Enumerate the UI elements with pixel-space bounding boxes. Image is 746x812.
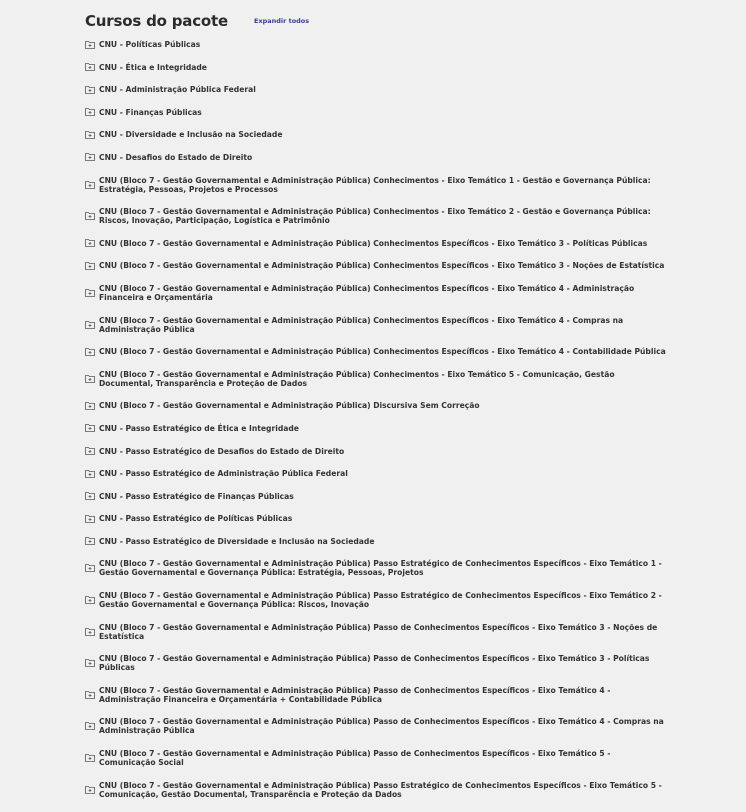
- course-item[interactable]: [85, 347, 685, 356]
- folder-plus-icon: [85, 691, 95, 699]
- folder-plus-icon: [85, 262, 95, 270]
- course-list: [85, 40, 685, 799]
- course-item[interactable]: [85, 153, 685, 162]
- folder-plus-icon: [85, 348, 95, 356]
- folder-plus-icon: [85, 239, 95, 247]
- course-item[interactable]: [85, 85, 685, 94]
- folder-plus-icon: [85, 41, 95, 49]
- course-title: CNU (Bloco 7 - Gestão Governamental e Administração Pública) Passo de Conhecimentos Específicos - Eixo Temático 4 - Administração Financeira e Orçamentária + Contabilidade Pública: [99, 685, 611, 704]
- folder-plus-icon: [85, 321, 95, 329]
- folder-plus-icon: [85, 515, 95, 523]
- course-title: CNU - Passo Estratégico de Administração Pública Federal: [99, 469, 348, 479]
- course-title: CNU (Bloco 7 - Gestão Governamental e Administração Pública) Passo de Conhecimentos Específicos - Eixo Temático 3 - Políticas Públicas: [99, 654, 650, 673]
- folder-plus-icon: [85, 537, 95, 545]
- course-item[interactable]: [85, 447, 685, 456]
- course-title: CNU (Bloco 7 - Gestão Governamental e Administração Pública) Conhecimentos - Eixo Temático 2 - Gestão e Governança Pública: Riscos, Inovação, Participação, Logística e Patrimônio: [99, 207, 651, 226]
- folder-plus-icon: [85, 722, 95, 730]
- folder-plus-icon: [85, 375, 95, 383]
- course-item[interactable]: [85, 469, 685, 478]
- course-title: CNU (Bloco 7 - Gestão Governamental e Administração Pública) Passo de Conhecimentos Específicos - Eixo Temático 4 - Compras na Administração Pública: [99, 717, 664, 736]
- course-item[interactable]: [85, 623, 685, 641]
- course-title: CNU - Passo Estratégico de Ética e Integridade: [99, 423, 299, 433]
- course-title: CNU - Finanças Públicas: [99, 107, 202, 117]
- course-item[interactable]: [85, 717, 685, 735]
- course-item[interactable]: [85, 316, 685, 334]
- course-title: CNU - Administração Pública Federal: [99, 85, 256, 95]
- folder-plus-icon: [85, 212, 95, 220]
- folder-plus-icon: [85, 108, 95, 116]
- folder-plus-icon: [85, 447, 95, 455]
- folder-plus-icon: [85, 289, 95, 297]
- course-title: CNU (Bloco 7 - Gestão Governamental e Administração Pública) Conhecimentos Específicos - Eixo Temático 3 - Noções de Estatística: [99, 261, 665, 271]
- folder-plus-icon: [85, 754, 95, 762]
- course-title: CNU - Passo Estratégico de Desafios do Estado de Direito: [99, 446, 345, 456]
- folder-plus-icon: [85, 153, 95, 161]
- page-title: Cursos do pacote: [85, 12, 228, 30]
- course-title: CNU - Desafios do Estado de Direito: [99, 152, 253, 162]
- course-item[interactable]: [85, 492, 685, 501]
- course-title: CNU (Bloco 7 - Gestão Governamental e Administração Pública) Conhecimentos Específicos - Eixo Temático 4 - Contabilidade Pública: [99, 347, 666, 357]
- folder-plus-icon: [85, 424, 95, 432]
- course-item[interactable]: [85, 781, 685, 799]
- course-item[interactable]: [85, 686, 685, 704]
- course-item[interactable]: [85, 654, 685, 672]
- course-title: CNU (Bloco 7 - Gestão Governamental e Administração Pública) Conhecimentos Específicos - Eixo Temático 4 - Compras na Administração Pública: [99, 315, 624, 334]
- course-item[interactable]: [85, 749, 685, 767]
- course-item[interactable]: [85, 239, 685, 248]
- course-title: CNU (Bloco 7 - Gestão Governamental e Administração Pública) Discursiva Sem Correção: [99, 401, 480, 411]
- course-title: CNU (Bloco 7 - Gestão Governamental e Administração Pública) Passo Estratégico de Conhecimentos Específicos - Eixo Temático 1 - Gestão Governamental e Governança Pública: Estratégia, Pessoas, Projetos: [99, 559, 662, 578]
- course-item[interactable]: [85, 424, 685, 433]
- folder-plus-icon: [85, 86, 95, 94]
- folder-plus-icon: [85, 786, 95, 794]
- course-title: CNU (Bloco 7 - Gestão Governamental e Administração Pública) Conhecimentos Específicos - Eixo Temático 4 - Administração Financeira e Orçamentária: [99, 283, 635, 302]
- course-title: CNU (Bloco 7 - Gestão Governamental e Administração Pública) Passo de Conhecimentos Específicos - Eixo Temático 5 - Comunicação Social: [99, 749, 611, 768]
- course-item[interactable]: [85, 370, 685, 388]
- course-item[interactable]: [85, 40, 685, 49]
- course-title: CNU - Passo Estratégico de Finanças Públicas: [99, 491, 294, 501]
- course-title: CNU - Passo Estratégico de Diversidade e Inclusão na Sociedade: [99, 536, 375, 546]
- course-item[interactable]: [85, 559, 685, 577]
- course-title: CNU - Passo Estratégico de Políticas Públicas: [99, 514, 293, 524]
- folder-plus-icon: [85, 564, 95, 572]
- course-item[interactable]: [85, 108, 685, 117]
- course-title: CNU - Políticas Públicas: [99, 40, 201, 49]
- section-header: [85, 12, 685, 34]
- course-item[interactable]: [85, 63, 685, 72]
- course-item[interactable]: [85, 130, 685, 139]
- folder-plus-icon: [85, 470, 95, 478]
- folder-plus-icon: [85, 131, 95, 139]
- course-package-section: [85, 12, 685, 812]
- folder-plus-icon: [85, 181, 95, 189]
- course-title: CNU (Bloco 7 - Gestão Governamental e Administração Pública) Passo Estratégico de Conhecimentos Específicos - Eixo Temático 5 - Comunicação, Gestão Documental, Transparência e Proteção da Dados: [99, 780, 662, 799]
- course-title: CNU - Ética e Integridade: [99, 62, 207, 72]
- course-item[interactable]: [85, 591, 685, 609]
- course-item[interactable]: [85, 261, 685, 270]
- course-title: CNU (Bloco 7 - Gestão Governamental e Administração Pública) Passo Estratégico de Conhecimentos Específicos - Eixo Temático 2 - Gestão Governamental e Governança Pública: Riscos, Inovação: [99, 591, 662, 610]
- folder-plus-icon: [85, 596, 95, 604]
- folder-plus-icon: [85, 402, 95, 410]
- folder-plus-icon: [85, 628, 95, 636]
- course-title: CNU - Diversidade e Inclusão na Sociedade: [99, 130, 283, 140]
- course-item[interactable]: [85, 176, 685, 194]
- folder-plus-icon: [85, 63, 95, 71]
- course-item[interactable]: [85, 537, 685, 546]
- folder-plus-icon: [85, 492, 95, 500]
- folder-plus-icon: [85, 659, 95, 667]
- course-item[interactable]: [85, 207, 685, 225]
- course-title: CNU (Bloco 7 - Gestão Governamental e Administração Pública) Conhecimentos - Eixo Temático 1 - Gestão e Governança Pública: Estratégia, Pessoas, Projetos e Processos: [99, 175, 651, 194]
- course-item[interactable]: [85, 284, 685, 302]
- course-title: CNU (Bloco 7 - Gestão Governamental e Administração Pública) Conhecimentos Específicos - Eixo Temático 3 - Políticas Públicas: [99, 238, 648, 248]
- course-title: CNU (Bloco 7 - Gestão Governamental e Administração Pública) Passo de Conhecimentos Específicos - Eixo Temático 3 - Noções de Estatística: [99, 622, 658, 641]
- expand-all-link[interactable]: Expandir todos: [253, 17, 310, 25]
- course-item[interactable]: [85, 514, 685, 523]
- course-item[interactable]: [85, 401, 685, 410]
- course-title: CNU (Bloco 7 - Gestão Governamental e Administração Pública) Conhecimentos - Eixo Temático 5 - Comunicação, Gestão Documental, Transparência e Proteção de Dados: [99, 369, 615, 388]
